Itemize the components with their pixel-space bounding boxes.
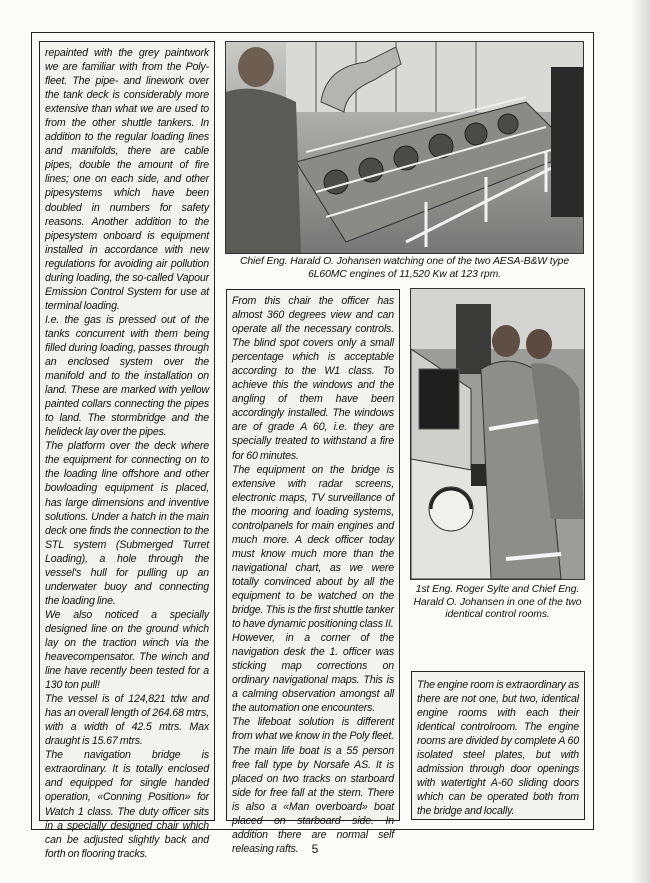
photo-caption-right: 1st Eng. Roger Sylte and Chief Eng. Harald O. Johansen in one of the two identical control rooms.	[413, 584, 582, 620]
paragraph: We also noticed a specially designed line on the ground which lay on the traction winch via the heavecompensator. The winch and line have recently been tested for a 130 ton pull!	[45, 608, 209, 692]
control-room-photo	[410, 288, 585, 580]
paragraph: The vessel is of 124,821 tdw and has an overall length of 264.68 mtrs, with a width of 42.5 mtrs. Max draught is 15.67 mtrs.	[45, 693, 209, 748]
text-column-middle	[226, 289, 400, 855]
paragraph: I.e. the gas is pressed out of the tanks concurrent with them being filled during loading, passes through an enclosed system over the manifold and to the installation on land. These are marked with yellow painted collars connecting the pipes to land. The stormbridge and the helideck lay over the pipes.	[45, 313, 209, 439]
paragraph: The lifeboat solution is different from what we know in the Poly fleet. The main life boat is a 55 person free fall type by Norsafe AS. It is placed on two tracks on starboard side for free fall at the stern. There is also a «Man overboard» boat placed on starboard side. In addition there are normal self releasing rafts.	[232, 716, 394, 855]
photo-caption-top: Chief Eng. Harald O. Johansen watching one of the two AESA-B&W type 6L60MC engines of 11,520 Kw at 123 rpm.	[239, 256, 570, 280]
paragraph: The equipment on the bridge is extensive with radar screens, electronic maps, TV surveillance of the mooring and loading systems, controlpanels for main engines and much more. A deck officer today must know much more than the navigational chart, as we were totally convinced about by all the equipment to be watched on the bridge. This is the first shuttle tanker to have dynamic positioning class II.	[232, 463, 394, 631]
engine-room-photo	[225, 41, 584, 254]
paragraph: The navigation bridge is extraordinary. It is totally enclosed and equipped for single handed operation, «Conning Position» for Watch 1 class. The duty officer sits in a specially designed chair which can be adjusted slightly back and forth on flooring tracks.	[45, 749, 209, 860]
text-column-right	[411, 671, 585, 820]
paragraph: From this chair the officer has almost 360 degrees view and can operate all the necessary controls. The blind spot covers only a small percentage which is acceptable according to the W1 class. To achieve this the windows and the angling of them have been accordingly installed. The windows are of grade A 60, i.e. they are specially treated to withstand a fire for 60 minutes.	[232, 295, 394, 462]
paragraph: The platform over the deck where the equipment for connecting on to the loading line offshore and other bowloading equipment is placed, has large dimensions and inventive solutions. Under a hatch in the main deck one finds the connection to the STL system (Submerged Turret Loading), a hole through the vessel's hull for pulling up an underwater buoy and connecting the loading line.	[45, 440, 209, 607]
page-edge-shadow	[632, 0, 650, 883]
control-room-illustration	[411, 289, 584, 579]
paragraph: repainted with the grey paintwork we are familiar with from the Poly-fleet. The pipe- and linework over the tank deck is considerably more extensive than what we are used to from the other shuttle tankers. In addition to the regular loading lines and manifolds, there are cable pipes, double the amount of fire lines; one on each side, and other pipesystems which have been doubled in numbers for safety reasons. Another addition to the pipesystem onboard is equipment installed in accordance with new regulations for avoiding air pollution during loading, the so-called Vapour Emission Control System for use at terminal loading.	[45, 47, 209, 312]
paragraph: However, in a corner of the navigation desk the 1. officer was sticking map corrections on ordinary navigational maps. This is a calming observation amongst all the automation one encounters.	[232, 632, 394, 715]
page-number: 5	[311, 842, 319, 856]
paragraph: The engine room is extraordinary as there are not one, but two, identical engine rooms with each their identical controlroom. The engine rooms are divided by complete A 60 isolated steel plates, but with admission through door openings with watertight A-60 sliding doors which can be operated both from the bridge and locally.	[417, 679, 579, 818]
text-column-left	[39, 41, 215, 860]
engine-room-illustration	[226, 42, 583, 253]
